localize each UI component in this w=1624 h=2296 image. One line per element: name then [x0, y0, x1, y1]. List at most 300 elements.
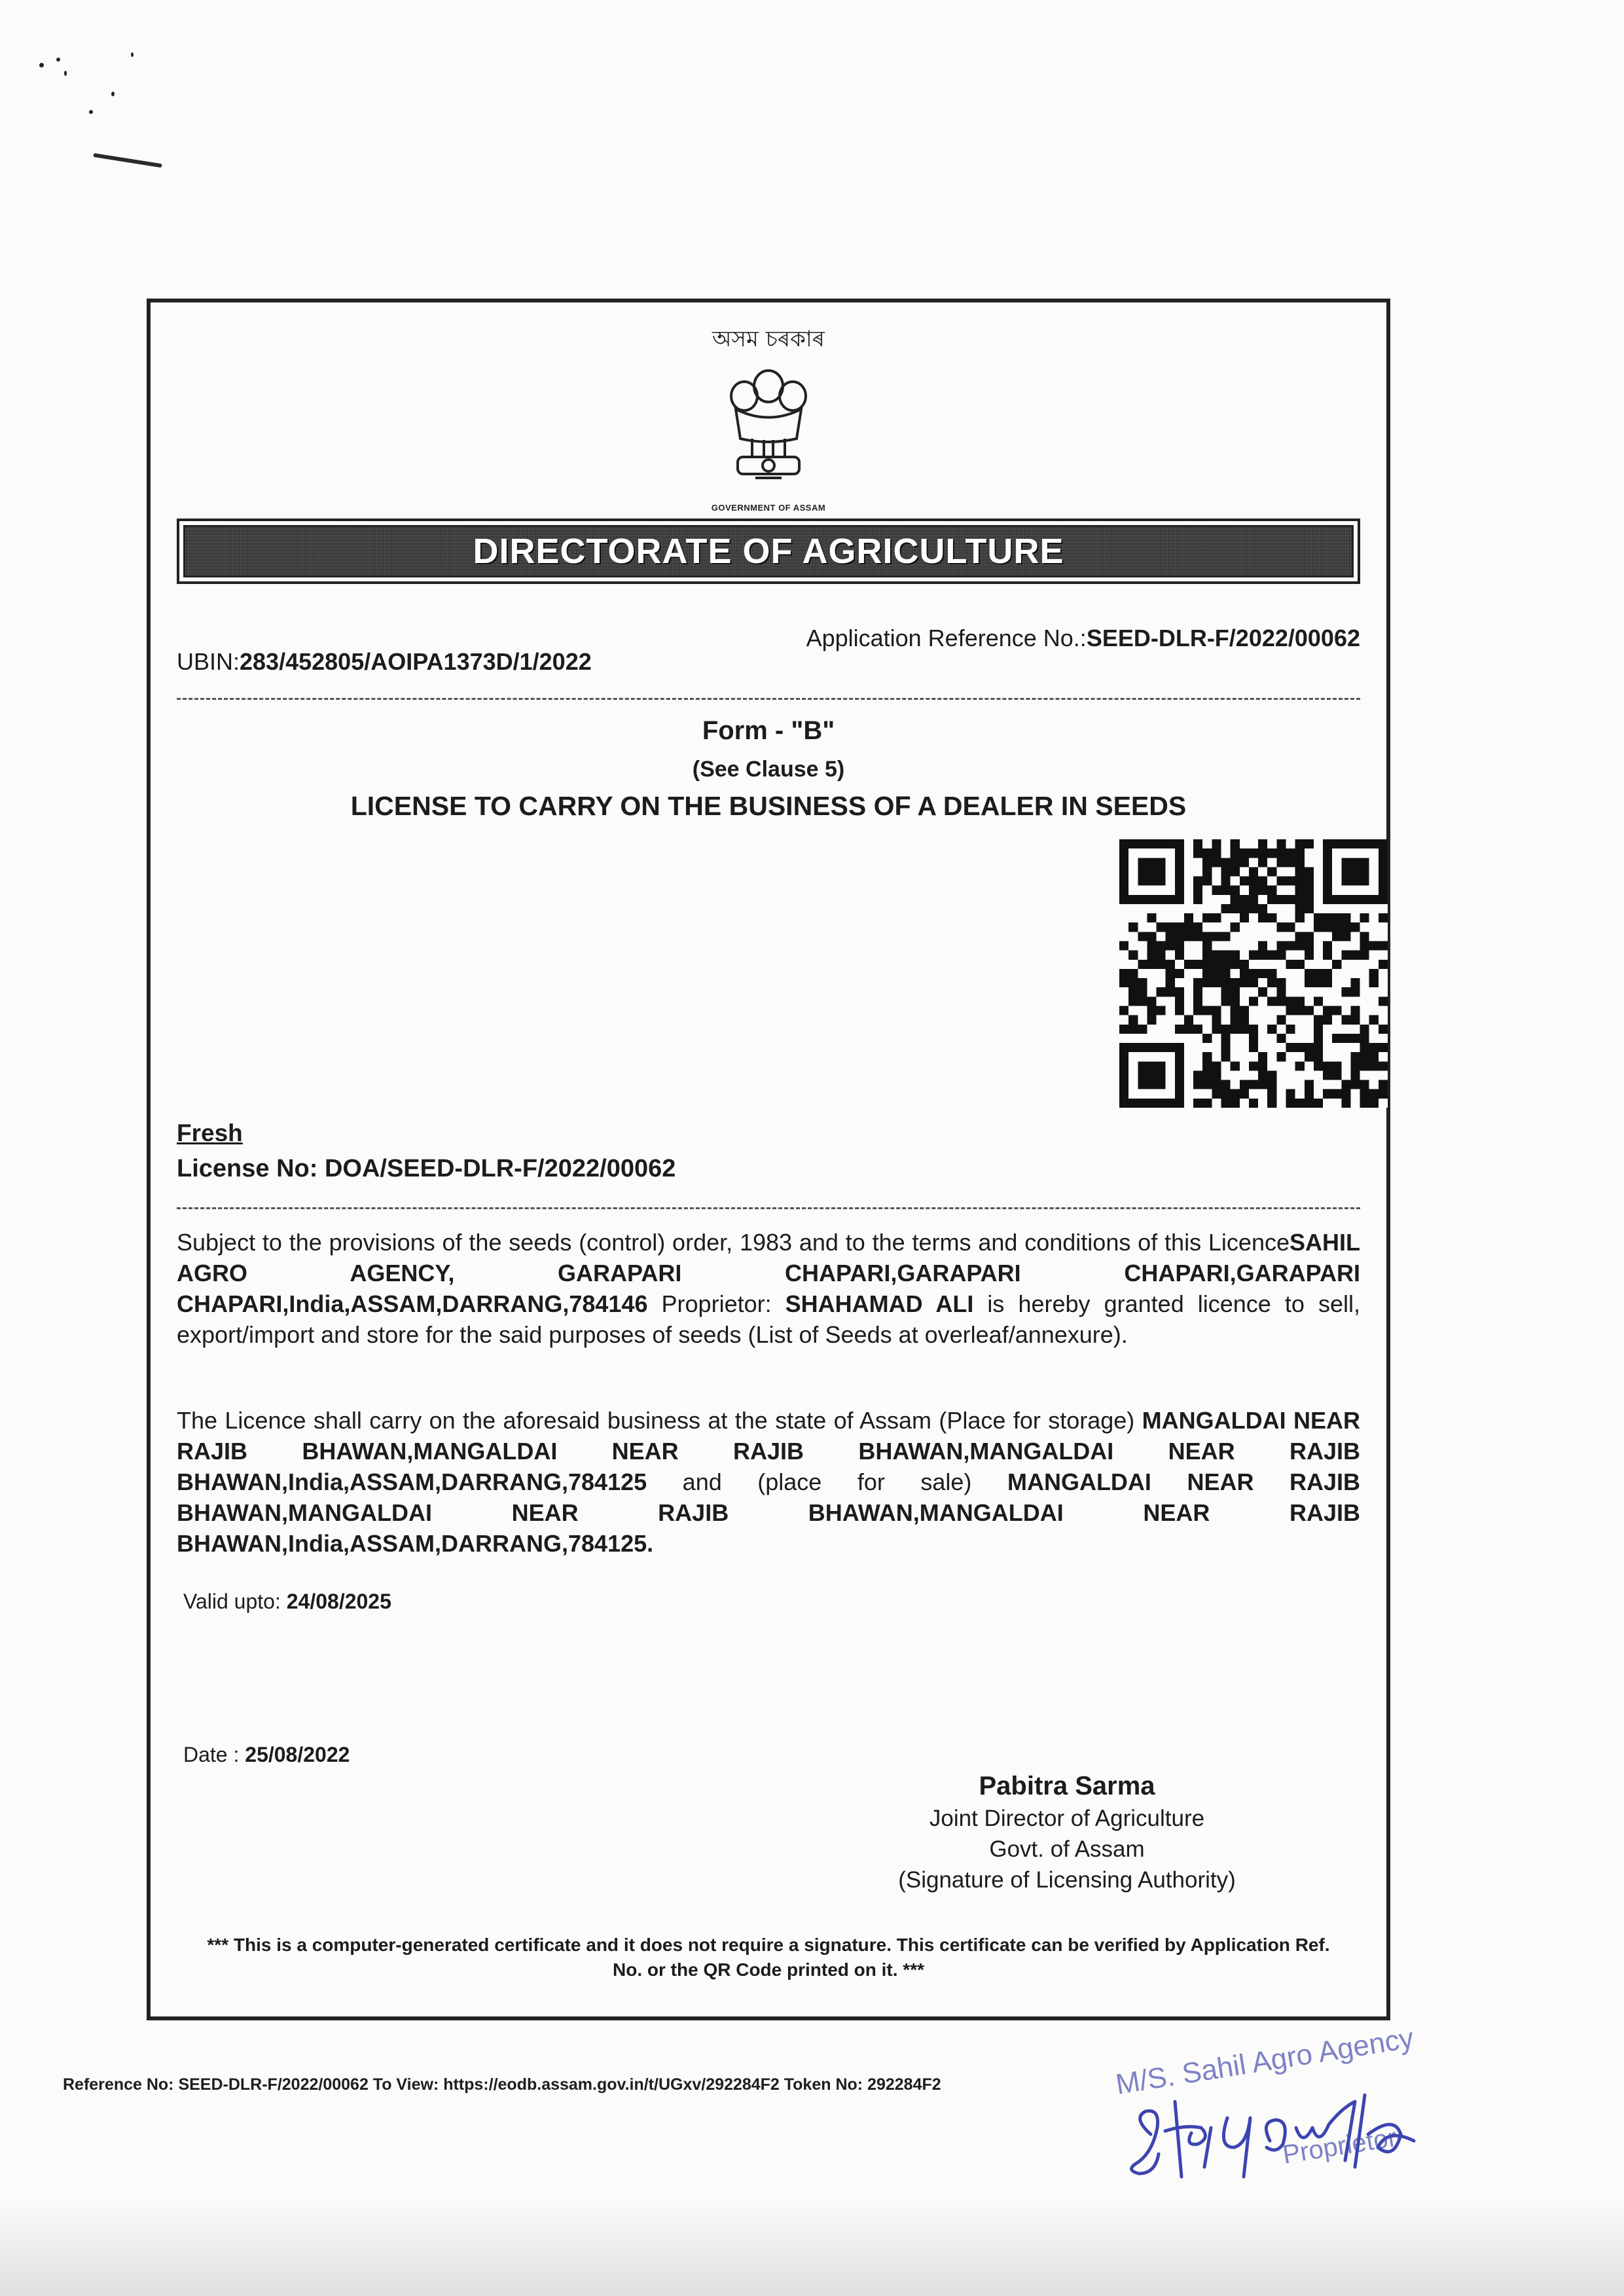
signatory-block [805, 1769, 1329, 1895]
qr-module [1267, 848, 1276, 858]
qr-module [1231, 858, 1240, 867]
issue-date [183, 1743, 350, 1767]
qr-module [1305, 839, 1314, 848]
qr-module [1341, 1099, 1350, 1108]
qr-module [1249, 904, 1258, 913]
qr-module [1193, 848, 1202, 858]
qr-module [1202, 978, 1212, 987]
qr-module [1231, 1015, 1240, 1025]
qr-module [1341, 987, 1350, 996]
qr-module [1360, 913, 1369, 922]
qr-module [1175, 932, 1184, 941]
qr-module [1286, 858, 1295, 867]
qr-module [1267, 978, 1276, 987]
qr-module [1341, 858, 1369, 885]
qr-module [1221, 877, 1231, 886]
qr-module [1231, 987, 1240, 996]
valid-upto-value: 24/08/2025 [286, 1590, 391, 1613]
qr-module [1350, 1034, 1360, 1043]
qr-module [1305, 932, 1314, 941]
qr-module [1258, 1070, 1267, 1080]
qr-module [1240, 904, 1249, 913]
qr-code-icon[interactable] [1119, 839, 1388, 1108]
qr-module [1314, 1034, 1323, 1043]
ubin-label: UBIN: [177, 648, 240, 675]
state-emblem-icon [719, 360, 818, 484]
qr-module [1221, 1034, 1231, 1043]
application-reference [806, 625, 1360, 652]
qr-module [1240, 877, 1249, 886]
qr-module [1286, 895, 1295, 904]
qr-module [1202, 941, 1212, 951]
qr-module [1147, 913, 1156, 922]
application-reference-label: Application Reference No.: [806, 625, 1087, 651]
qr-module [1231, 904, 1240, 913]
qr-module [1332, 922, 1341, 932]
qr-module [1202, 1080, 1212, 1089]
qr-module [1202, 1070, 1212, 1080]
qr-module [1119, 1006, 1128, 1015]
qr-module [1258, 1052, 1267, 1061]
form-heading: LICENSE TO CARRY ON THE BUSINESS OF A DEALER IN SEEDS [350, 791, 1187, 821]
qr-module [1332, 1034, 1341, 1043]
qr-module [1184, 922, 1193, 932]
qr-module [1350, 1052, 1360, 1061]
qr-module [1128, 987, 1138, 996]
qr-module [1193, 895, 1202, 904]
qr-module [1295, 867, 1305, 876]
qr-module [1369, 1015, 1379, 1025]
qr-module [1276, 941, 1286, 951]
qr-module [1147, 951, 1156, 960]
qr-module [1138, 932, 1147, 941]
grant-paragraph [177, 1227, 1360, 1350]
qr-module [1202, 867, 1212, 876]
qr-module [1212, 913, 1221, 922]
qr-module [1295, 858, 1305, 867]
qr-module [1175, 951, 1184, 960]
qr-module [1267, 951, 1276, 960]
qr-module [1360, 941, 1369, 951]
qr-module [1295, 932, 1305, 941]
qr-module [1231, 951, 1240, 960]
qr-module [1202, 858, 1212, 867]
qr-module [1193, 1080, 1202, 1089]
scan-speck [39, 63, 44, 67]
qr-module [1175, 1025, 1184, 1034]
stamp-proprietor-label: Proprietor [1280, 2123, 1399, 2170]
qr-module [1323, 978, 1332, 987]
sale-address: MANGALDAI NEAR RAJIB BHAWAN,MANGALDAI NEAR RAJIB BHAWAN,MANGALDAI NEAR RAJIB BHAWAN,India,ASSAM,DARRANG,784125. [177, 1468, 1361, 1557]
qr-module [1212, 886, 1221, 895]
qr-module [1267, 913, 1276, 922]
qr-module [1231, 886, 1240, 895]
issue-date-label: Date : [183, 1743, 245, 1766]
qr-module [1212, 1070, 1221, 1080]
qr-module [1286, 877, 1295, 886]
qr-module [1175, 941, 1184, 951]
qr-module [1305, 886, 1314, 895]
qr-module [1193, 839, 1202, 848]
qr-module [1249, 848, 1258, 858]
qr-module [1295, 886, 1305, 895]
qr-module [1341, 1034, 1350, 1043]
scan-speck [131, 52, 134, 57]
qr-module [1369, 969, 1379, 978]
qr-module [1305, 1080, 1314, 1089]
qr-module [1147, 941, 1156, 951]
qr-module [1267, 886, 1276, 895]
qr-module [1147, 1006, 1156, 1015]
qr-module [1147, 996, 1156, 1006]
qr-module [1295, 1061, 1305, 1070]
qr-module [1249, 951, 1258, 960]
qr-module [1323, 951, 1332, 960]
qr-module [1258, 886, 1267, 895]
qr-module [1157, 941, 1166, 951]
qr-module [1128, 996, 1138, 1006]
issue-date-value: 25/08/2022 [245, 1743, 350, 1766]
qr-module [1286, 996, 1295, 1006]
qr-module [1360, 1025, 1369, 1034]
qr-module [1231, 867, 1240, 876]
qr-module [1249, 978, 1258, 987]
qr-module [1249, 969, 1258, 978]
qr-module [1350, 1015, 1360, 1025]
qr-module [1332, 932, 1341, 941]
qr-module [1221, 932, 1231, 941]
ubin-value: 283/452805/AOIPA1373D/1/2022 [240, 648, 592, 675]
qr-module [1258, 1080, 1267, 1089]
qr-module [1240, 1015, 1249, 1025]
qr-module [1305, 895, 1314, 904]
qr-module [1323, 913, 1332, 922]
qr-module [1193, 932, 1202, 941]
qr-module [1231, 1061, 1240, 1070]
qr-module [1221, 1099, 1231, 1108]
valid-upto-label: Valid upto: [183, 1590, 287, 1613]
qr-module [1323, 1089, 1332, 1099]
qr-module [1369, 1099, 1379, 1108]
qr-module [1276, 987, 1286, 996]
qr-module [1202, 848, 1212, 858]
qr-module [1305, 1043, 1314, 1052]
qr-module [1379, 913, 1388, 922]
qr-module [1379, 1043, 1388, 1052]
qr-module [1267, 1070, 1276, 1080]
divider [177, 698, 1360, 700]
qr-module [1267, 1080, 1276, 1089]
qr-module [1231, 922, 1240, 932]
qr-module [1202, 969, 1212, 978]
qr-module [1360, 932, 1369, 941]
qr-module [1128, 951, 1138, 960]
qr-module [1369, 1061, 1379, 1070]
qr-module [1314, 969, 1323, 978]
qr-module [1286, 941, 1295, 951]
certificate-frame [147, 299, 1390, 2020]
qr-module [1360, 951, 1369, 960]
qr-module [1341, 1089, 1350, 1099]
ubin [177, 648, 592, 676]
qr-module [1249, 1080, 1258, 1089]
qr-module [1128, 978, 1138, 987]
qr-module [1193, 1006, 1202, 1015]
qr-module [1175, 969, 1184, 978]
qr-module [1202, 1061, 1212, 1070]
qr-module [1295, 941, 1305, 951]
qr-module [1258, 951, 1267, 960]
qr-module [1240, 1025, 1249, 1034]
qr-module [1295, 877, 1305, 886]
qr-module [1240, 895, 1249, 904]
scan-shadow [0, 2198, 1624, 2296]
qr-module [1221, 858, 1231, 867]
qr-module [1221, 987, 1231, 996]
qr-module [1138, 987, 1147, 996]
qr-module [1323, 1061, 1332, 1070]
qr-module [1258, 877, 1267, 886]
qr-module [1221, 960, 1231, 969]
qr-module [1332, 1006, 1341, 1015]
qr-module [1249, 1099, 1258, 1108]
qr-module [1276, 1052, 1286, 1061]
qr-module [1369, 1043, 1379, 1052]
scan-speck [111, 92, 115, 96]
qr-module [1360, 1043, 1369, 1052]
qr-module [1202, 1052, 1212, 1061]
qr-module [1295, 895, 1305, 904]
qr-module [1276, 978, 1286, 987]
qr-module [1341, 932, 1350, 941]
qr-module [1193, 1099, 1202, 1108]
qr-module [1157, 1006, 1166, 1015]
qr-module [1314, 913, 1323, 922]
qr-module [1314, 922, 1323, 932]
grant-rest: is hereby granted licence to sell, export/import and store for the said purposes of seeds (List of Seeds at overleaf/annexure). [177, 1290, 1360, 1348]
qr-module [1341, 1015, 1350, 1025]
handwritten-signature-icon [1119, 2056, 1512, 2193]
qr-module [1323, 922, 1332, 932]
qr-module [1267, 1099, 1276, 1108]
qr-module [1212, 1080, 1221, 1089]
qr-module [1332, 913, 1341, 922]
qr-module [1350, 978, 1360, 987]
qr-module [1212, 1015, 1221, 1025]
qr-module [1157, 922, 1166, 932]
qr-module [1286, 1043, 1295, 1052]
qr-module [1305, 951, 1314, 960]
qr-module [1379, 1080, 1388, 1089]
qr-module [1350, 922, 1360, 932]
qr-module [1314, 978, 1323, 987]
qr-module [1305, 904, 1314, 913]
qr-module [1138, 1061, 1165, 1089]
footer-reference: Reference No: SEED-DLR-F/2022/00062 To View: https://eodb.assam.gov.in/t/UGxv/292284F2 Token No: 292284F2 [63, 2075, 941, 2094]
qr-module [1138, 960, 1147, 969]
qr-module [1138, 978, 1147, 987]
grant-intro: Subject to the provisions of the seeds (control) order, 1983 and to the terms and conditions of this Licence [177, 1229, 1290, 1256]
qr-module [1360, 1052, 1369, 1061]
qr-module [1295, 904, 1305, 913]
qr-module [1231, 996, 1240, 1006]
qr-module [1202, 932, 1212, 941]
qr-module [1184, 1015, 1193, 1025]
qr-module [1212, 932, 1221, 941]
qr-module [1267, 895, 1276, 904]
qr-module [1240, 978, 1249, 987]
qr-module [1221, 1080, 1231, 1089]
qr-module [1221, 996, 1231, 1006]
qr-module [1379, 941, 1388, 951]
qr-module [1231, 978, 1240, 987]
qr-module [1369, 1089, 1379, 1099]
qr-module [1240, 960, 1249, 969]
qr-module [1119, 969, 1128, 978]
qr-module [1341, 922, 1350, 932]
qr-module [1240, 1006, 1249, 1015]
qr-module [1305, 1099, 1314, 1108]
qr-module [1212, 978, 1221, 987]
signatory-caption: (Signature of Licensing Authority) [898, 1867, 1236, 1893]
qr-module [1323, 969, 1332, 978]
qr-module [1286, 960, 1295, 969]
qr-module [1286, 848, 1295, 858]
qr-module [1305, 877, 1314, 886]
qr-module [1360, 1080, 1369, 1089]
qr-module [1276, 996, 1286, 1006]
qr-module [1276, 848, 1286, 858]
qr-module [1249, 895, 1258, 904]
storage-address: MANGALDAI NEAR RAJIB BHAWAN,MANGALDAI NEAR RAJIB BHAWAN,MANGALDAI NEAR RAJIB BHAWAN,India,ASSAM,DARRANG,784125 [177, 1407, 1361, 1495]
qr-module [1166, 941, 1175, 951]
qr-module [1138, 1025, 1147, 1034]
qr-module [1166, 987, 1175, 996]
qr-module [1305, 1089, 1314, 1099]
qr-module [1350, 1070, 1360, 1080]
qr-module [1258, 904, 1267, 913]
qr-module [1350, 987, 1360, 996]
qr-module [1286, 922, 1295, 932]
qr-module [1240, 858, 1249, 867]
qr-module [1332, 1061, 1341, 1070]
qr-module [1202, 877, 1212, 886]
qr-module [1305, 1006, 1314, 1015]
qr-module [1295, 1043, 1305, 1052]
qr-module [1184, 960, 1193, 969]
qr-module [1202, 960, 1212, 969]
qr-module [1231, 848, 1240, 858]
qr-module [1212, 1089, 1221, 1099]
qr-module [1202, 1034, 1212, 1043]
qr-module [1305, 978, 1314, 987]
computer-generated-note: *** This is a computer-generated certificate and it does not require a signature. This certificate can be verified by Application Ref. No. or the QR Code printed on it. *** [207, 1935, 1330, 1980]
proprietor-name: SHAHAMAD ALI [785, 1290, 974, 1317]
qr-module [1276, 922, 1286, 932]
qr-module [1240, 969, 1249, 978]
qr-module [1305, 941, 1314, 951]
qr-module [1276, 1034, 1286, 1043]
qr-module [1350, 951, 1360, 960]
qr-module [1175, 996, 1184, 1006]
qr-module [1138, 996, 1147, 1006]
qr-module [1323, 941, 1332, 951]
qr-module [1323, 1015, 1332, 1025]
qr-module [1305, 969, 1314, 978]
qr-module [1193, 1025, 1202, 1034]
qr-module [1128, 1025, 1138, 1034]
qr-module [1166, 978, 1175, 987]
qr-module [1212, 969, 1221, 978]
qr-module [1249, 1043, 1258, 1052]
qr-module [1332, 1089, 1341, 1099]
qr-module [1175, 1006, 1184, 1015]
qr-module [1119, 1025, 1128, 1034]
qr-module [1157, 960, 1166, 969]
qr-module [1193, 877, 1202, 886]
qr-module [1276, 1015, 1286, 1025]
qr-module [1166, 960, 1175, 969]
qr-module [1341, 951, 1350, 960]
qr-module [1258, 839, 1267, 848]
qr-module [1202, 913, 1212, 922]
qr-module [1360, 1099, 1369, 1108]
form-clause: (See Clause 5) [692, 757, 845, 782]
qr-module [1212, 848, 1221, 858]
qr-module [1267, 969, 1276, 978]
qr-module [1221, 1025, 1231, 1034]
qr-module [1175, 922, 1184, 932]
licensee-name-address: SAHIL AGRO AGENCY, GARAPARI CHAPARI,GARAPARI CHAPARI,GARAPARI CHAPARI,India,ASSAM,DARRANG,784146 [177, 1229, 1360, 1317]
qr-module [1202, 1006, 1212, 1015]
license-number-label: License No: [177, 1155, 325, 1182]
government-name-assamese: অসম চৰকাৰ [712, 326, 825, 352]
qr-module [1305, 1052, 1314, 1061]
qr-module [1267, 1025, 1276, 1034]
signatory-name: Pabitra Sarma [979, 1772, 1155, 1800]
qr-module [1323, 1006, 1332, 1015]
department-banner [177, 519, 1360, 584]
qr-module [1147, 1015, 1156, 1025]
qr-module [1286, 1099, 1295, 1108]
qr-module [1360, 1089, 1369, 1099]
qr-module [1258, 969, 1267, 978]
qr-module [1379, 1025, 1388, 1034]
qr-module [1221, 1052, 1231, 1061]
qr-module [1212, 1006, 1221, 1015]
qr-module [1267, 996, 1276, 1006]
qr-module [1128, 969, 1138, 978]
qr-module [1305, 867, 1314, 876]
qr-module [1258, 1061, 1267, 1070]
qr-module [1379, 1089, 1388, 1099]
qr-module [1379, 996, 1388, 1006]
qr-module [1221, 1089, 1231, 1099]
qr-module [1147, 932, 1156, 941]
qr-module [1258, 941, 1267, 951]
qr-module [1314, 1061, 1323, 1070]
qr-module [1323, 1070, 1332, 1080]
qr-module [1295, 996, 1305, 1006]
qr-module [1258, 913, 1267, 922]
qr-module [1295, 1006, 1305, 1015]
license-number-value: DOA/SEED-DLR-F/2022/00062 [324, 1155, 676, 1182]
qr-module [1221, 969, 1231, 978]
qr-module [1231, 960, 1240, 969]
stray-pen-mark [93, 153, 162, 168]
qr-module [1295, 839, 1305, 848]
qr-module [1276, 951, 1286, 960]
